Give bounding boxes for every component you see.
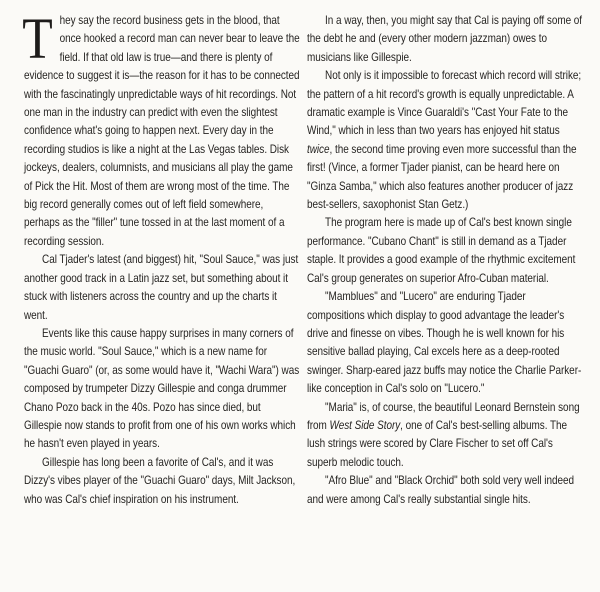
paragraph: In a way, then, you might say that Cal is paying off some of the debt he and (every other modern jazzman) owes to musicians like Gillespie. [307, 14, 583, 64]
paragraph [307, 399, 584, 473]
paragraph-text: "Maria" is, of course, the beautiful Leonard Bernstein song from [307, 400, 580, 432]
paragraph-text: Not only is it impossible to forecast which record will strike; the pattern of a hit record's growth is equally unpredictable. A dramatic example is Vince Guaraldi's "Cast Your Fate to the Wind," which in less than two years has enjoyed hit status [307, 69, 582, 138]
paragraph: Cal Tjader's latest (and biggest) hit, "Soul Sauce," was just another good track in a Latin jazz set, but something about it stuck with listeners across the country and up the charts it went. [24, 253, 299, 322]
paragraph [307, 67, 584, 214]
paragraph [22, 6, 301, 251]
paragraph: Events like this cause happy surprises in many corners of the music world. "Soul Sauce," which is a new name for "Guachi Guaro" (or, as some would have it, "Wachi Wara") was composed by trumpeter Dizzy Gillespie and conga drummer Chano Pozo back in the 40s. Pozo has since died, but Gillespie now stands to profit from one of his own works which he hasn't even played in years. [24, 326, 300, 451]
emphasis-text: West Side Story [329, 418, 401, 432]
emphasis-text: twice [307, 142, 330, 156]
right-column [307, 12, 584, 509]
paragraph-text: , one of Cal's best-selling albums. The lush strings were scored by Clare Fischer to set off Cal's superb melodic touch. [307, 418, 568, 469]
drop-cap: T [22, 6, 53, 71]
paragraph: The program here is made up of Cal's best known single performance. "Cubano Chant" is still in demand as a Tjader staple. It provides a good example of the rhythmic excitement Cal's group generates on superior Afro-Cuban material. [307, 216, 576, 285]
paragraph-text: hey say the record business gets in the blood, that once hooked a record man can never bear to leave the field. If that old law is true—and there is plenty of evidence to suggest it is—the reason for it has to be connected with the fascinatingly unpredictable ways of hit recordings. Not one man in the industry can predict with even the slightest confidence what's going to happen next. Every day in the recording studios is like a night at the Las Vegas tables. Disk jockeys, dealers, columnists, and musicians all play the game of Pick the Hit. Most of them are wrong most of the time. The big record generally comes out of left field somewhere, perhaps as the "filler" tune tossed in at the last moment of a recording session. [24, 14, 300, 248]
left-column [22, 6, 301, 509]
paragraph: Gillespie has long been a favorite of Cal's, and it was Dizzy's vibes player of the "Guachi Guaro" days, Milt Jackson, who was Cal's chief inspiration on his instrument. [24, 455, 296, 506]
paragraph-text: , the second time proving even more successful than the first! (Vince, a former Tjader pianist, can be heard here on "Ginza Samba," which also features another producer of jazz best-sellers, saxophonist Stan Getz.) [307, 142, 577, 212]
paragraph: "Afro Blue" and "Black Orchid" both sold very well indeed and were among Cal's really substantial single hits. [307, 474, 574, 506]
paragraph: "Mamblues" and "Lucero" are enduring Tjader compositions which display to good advantage the leader's drive and finesse on vibes. Though he is well known for his sensitive ballad playing, Cal excels here as a deep-rooted swinger. Sharp-eared jazz buffs may notice the Charlie Parker-like conception in Cal's solo on "Lucero." [307, 290, 582, 396]
